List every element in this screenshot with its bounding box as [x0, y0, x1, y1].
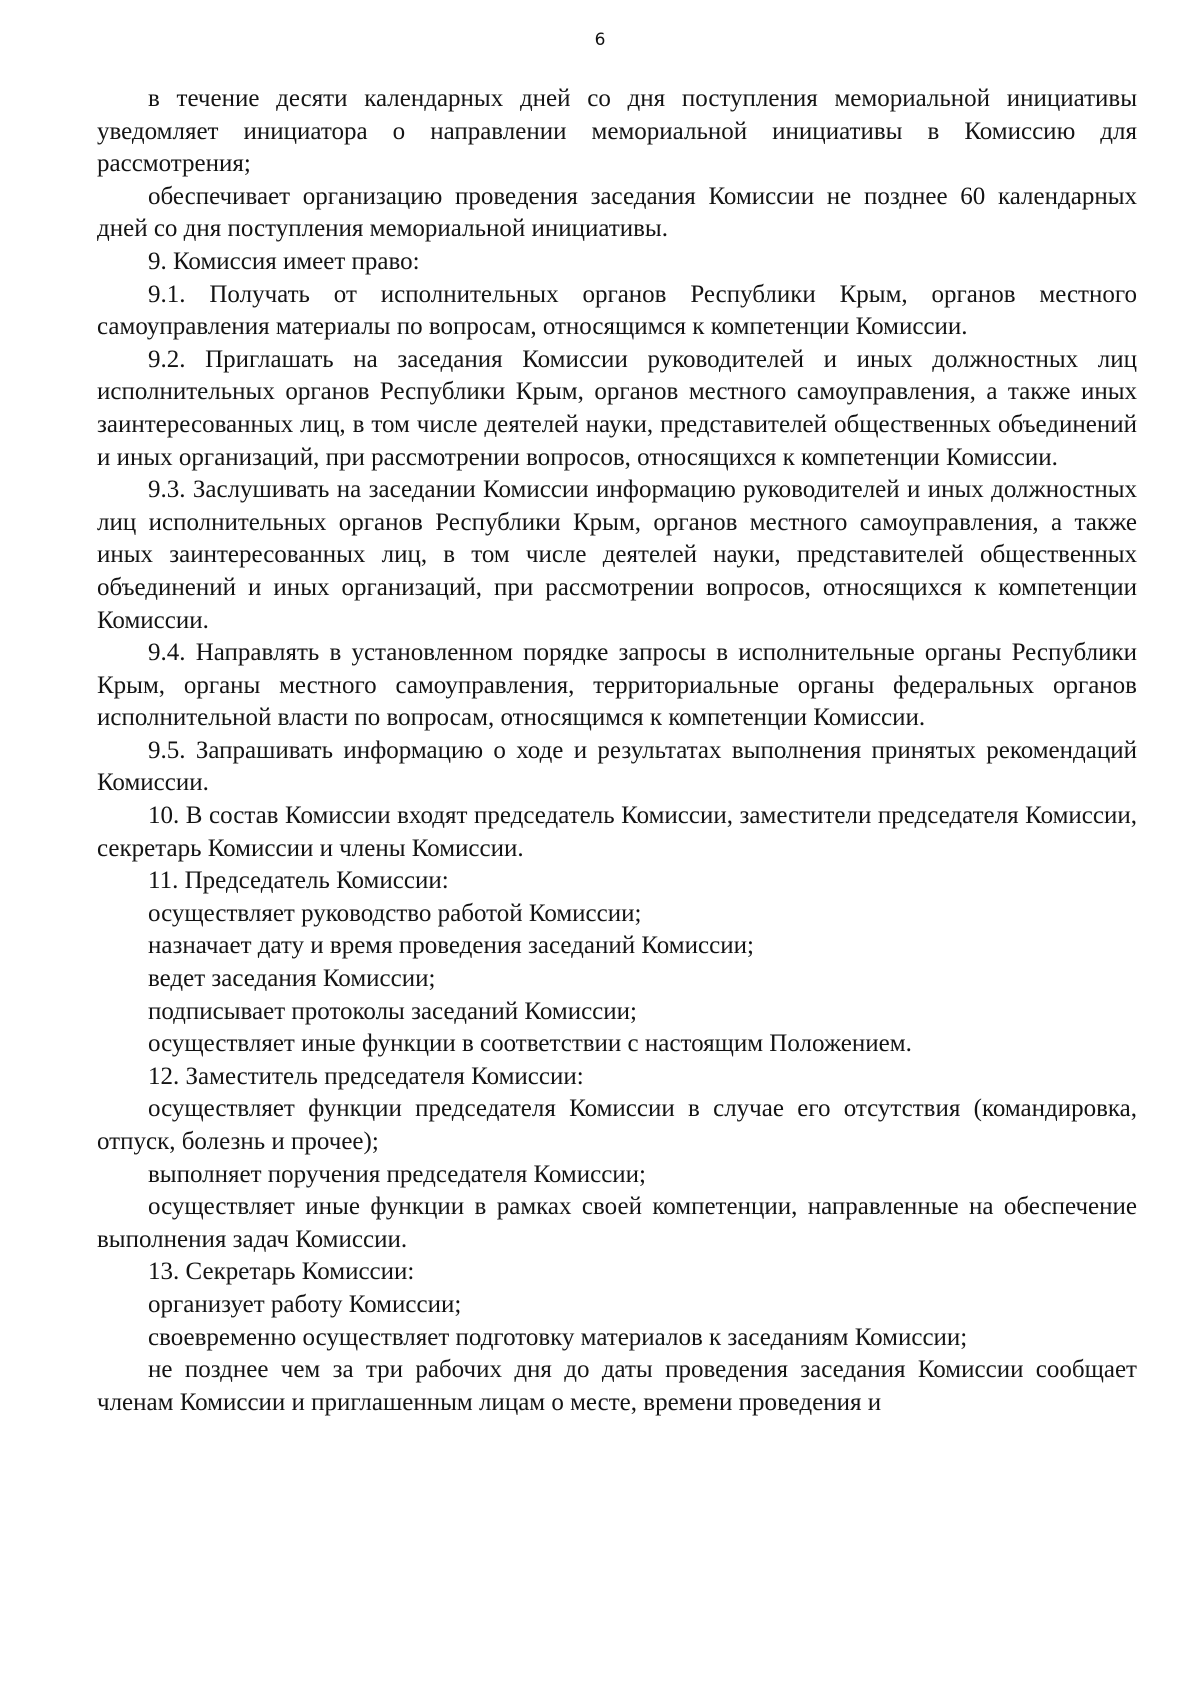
paragraph-13-item: организует работу Комиссии; [148, 1290, 462, 1318]
paragraph-13-item: своевременно осуществляет подготовку материалов к заседаниям Комиссии; [148, 1323, 968, 1351]
paragraph-11-item: ведет заседания Комиссии; [148, 965, 436, 993]
paragraph-11-item: подписывает протоколы заседаний Комиссии; [148, 997, 637, 1025]
page-number: 6 [594, 30, 606, 50]
paragraph-12-item: выполняет поручения председателя Комиссии; [148, 1160, 646, 1188]
paragraph-11-item: осуществляет руководство работой Комиссии; [148, 899, 642, 927]
paragraph-notification-initiator: в течение десяти календарных дней со дня поступления мемориальной инициативы уведомляет инициатора о направлении мемориальной инициативы в Комиссию для рассмотрения; [97, 85, 1137, 178]
document-body [97, 83, 1137, 1419]
paragraph-10: 10. В состав Комиссии входят председатель Комиссии, заместители председателя Комиссии, секретарь Комиссии и члены Комиссии. [97, 802, 1137, 862]
paragraph-12-item: осуществляет иные функции в рамках своей компетенции, направленные на обеспечение выполнения задач Комиссии. [97, 1193, 1137, 1253]
paragraph-11-item: осуществляет иные функции в соответствии с настоящим Положением. [148, 1030, 912, 1058]
paragraph-12-heading: 12. Заместитель председателя Комиссии: [148, 1062, 584, 1090]
paragraph-13-heading: 13. Секретарь Комиссии: [148, 1258, 415, 1286]
paragraph-9-5: 9.5. Запрашивать информацию о ходе и результатах выполнения принятых рекомендаций Комиссии. [97, 736, 1137, 797]
paragraph-9-4: 9.4. Направлять в установленном порядке запросы в исполнительные органы Республики Крым, органы местного самоуправления, территориальные органы федеральных органов исполнительной власти по вопросам, относящимся к компетенции Комиссии. [97, 639, 1137, 732]
paragraph-9-1: 9.1. Получать от исполнительных органов Республики Крым, органов местного самоуправления материалы по вопросам, относящимся к компетенции Комиссии. [97, 280, 1137, 341]
paragraph-9-2: 9.2. Приглашать на заседания Комиссии руководителей и иных должностных лиц исполнительных органов Республики Крым, органов местного самоуправления, а также иных заинтересованных лиц, в том числе деятелей науки, представителей общественных объединений и иных организаций, при рассмотрении вопросов, относящихся к компетенции Комиссии. [97, 345, 1137, 471]
paragraph-meeting-organization: обеспечивает организацию проведения заседания Комиссии не позднее 60 календарных дней со дня поступления мемориальной инициативы. [97, 182, 1137, 243]
paragraph-13-item: не позднее чем за три рабочих дня до даты проведения заседания Комиссии сообщает членам Комиссии и приглашенным лицам о месте, времени проведения и [97, 1356, 1137, 1416]
paragraph-9-heading: 9. Комиссия имеет право: [148, 247, 420, 275]
paragraph-12-item: осуществляет функции председателя Комиссии в случае его отсутствия (командировка, отпуск, болезнь и прочее); [97, 1095, 1137, 1155]
paragraph-9-3: 9.3. Заслушивать на заседании Комиссии информацию руководителей и иных должностных лиц исполнительных органов Республики Крым, органов местного самоуправления, а также иных заинтересованных лиц, в том числе деятелей науки, представителей общественных объединений и иных организаций, при рассмотрении вопросов, относящихся к компетенции Комиссии. [97, 476, 1137, 634]
paragraph-11-heading: 11. Председатель Комиссии: [148, 867, 449, 895]
paragraph-11-item: назначает дату и время проведения заседаний Комиссии; [148, 932, 754, 960]
